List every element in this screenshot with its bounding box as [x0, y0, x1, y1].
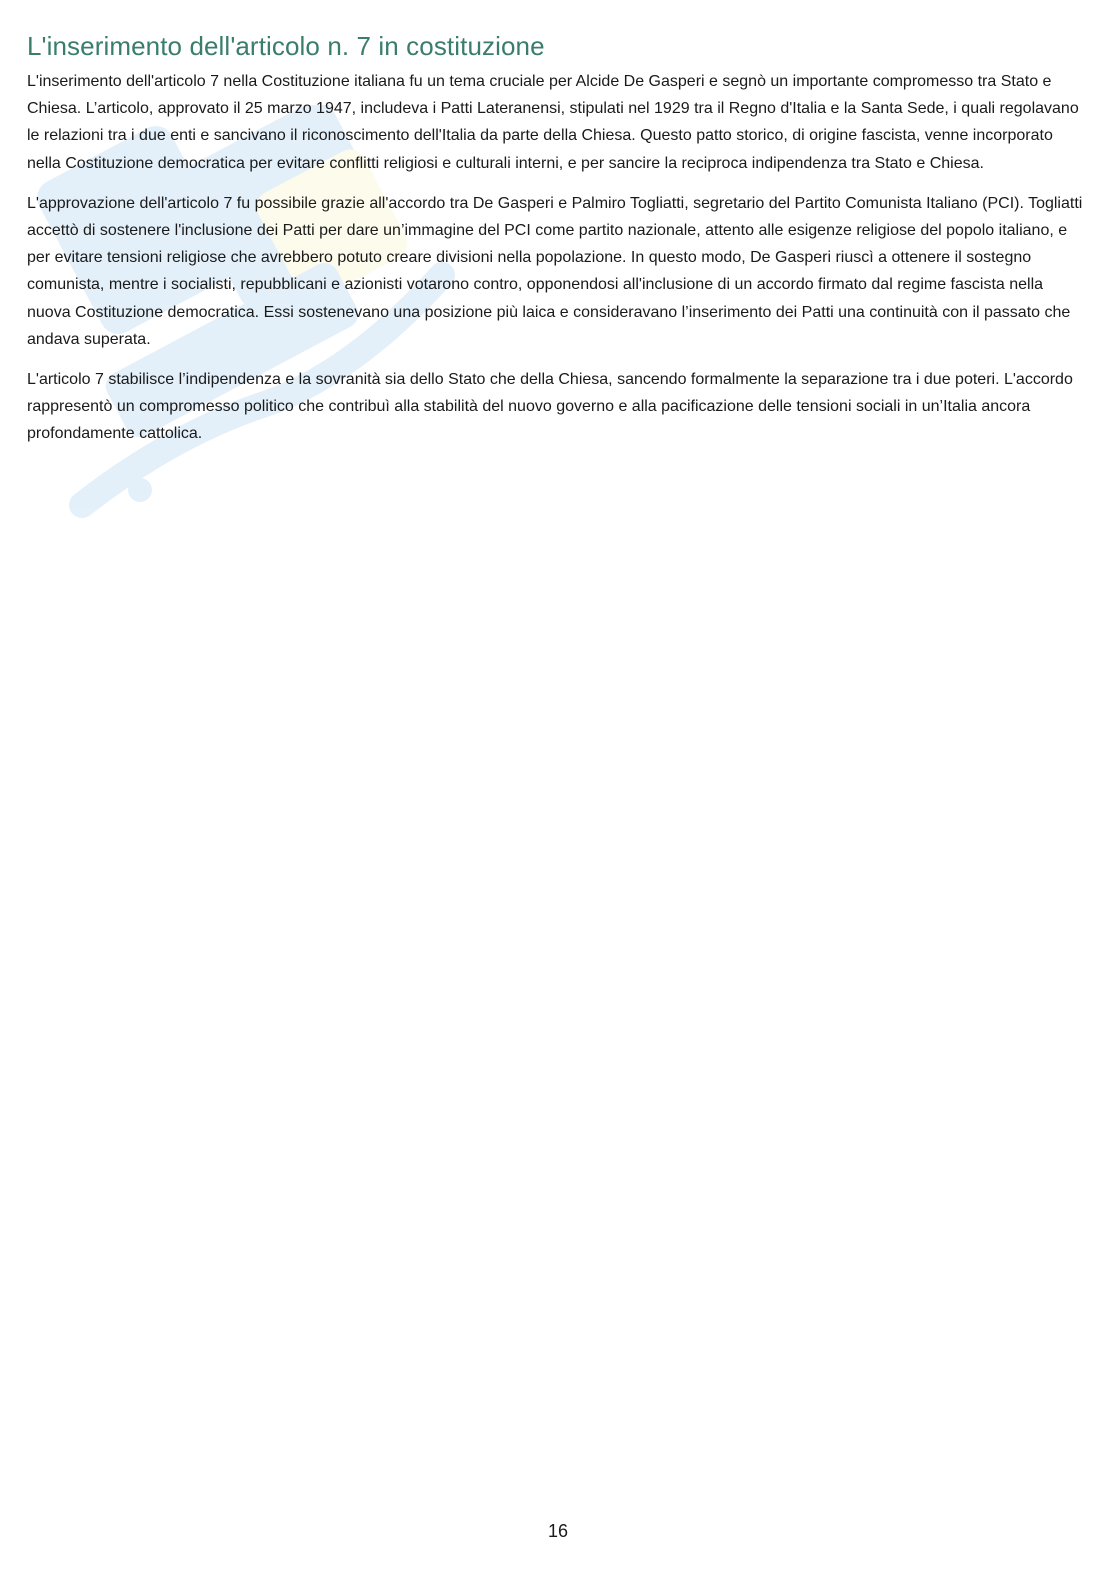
- paragraph-1: L'inserimento dell'articolo 7 nella Costituzione italiana fu un tema cruciale per Alcide De Gasperi e segnò un importante compromesso tra Stato e Chiesa. L’articolo, approvato il 25 marzo 1947, includeva i Patti Lateranensi, stipulati nel 1929 tra il Regno d'Italia e la Santa Sede, i quali regolavano le relazioni tra i due enti e sancivano il riconoscimento dell'Italia da parte della Chiesa. Questo patto storico, di origine fascista, venne incorporato nella Costituzione democratica per evitare conflitti religiosi e culturali interni, e per sancire la reciproca indipendenza tra Stato e Chiesa.: [27, 73, 1079, 172]
- section-heading: L'inserimento dell'articolo n. 7 in costituzione: [27, 31, 545, 61]
- paragraph-2: L'approvazione dell'articolo 7 fu possibile grazie all'accordo tra De Gasperi e Palmiro Togliatti, segretario del Partito Comunista Italiano (PCI). Togliatti accettò di sostenere l'inclusione dei Patti per dare un’immagine del PCI come partito nazionale, attento alle esigenze religiose del popolo italiano, e per evitare tensioni religiose che avrebbero potuto creare divisioni nella popolazione. In questo modo, De Gasperi riuscì a ottenere il sostegno comunista, mentre i socialisti, repubblicani e azionisti votarono contro, opponendosi all'inclusione di un accordo firmato dal regime fascista nella nuova Costituzione democratica. Essi sostenevano una posizione più laica e consideravano l’inserimento dei Patti una continuità con il passato che andava superata.: [27, 194, 1083, 348]
- page-number: 16: [547, 1521, 569, 1541]
- document-body: [27, 28, 1091, 461]
- paragraph-3: L'articolo 7 stabilisce l’indipendenza e la sovranità sia dello Stato che della Chiesa, sancendo formalmente la separazione tra i due poteri. L'accordo rappresentò un compromesso politico che contribuì alla stabilità del nuovo governo e alla pacificazione delle tensioni sociali in un’Italia ancora profondamente cattolica.: [27, 371, 1073, 443]
